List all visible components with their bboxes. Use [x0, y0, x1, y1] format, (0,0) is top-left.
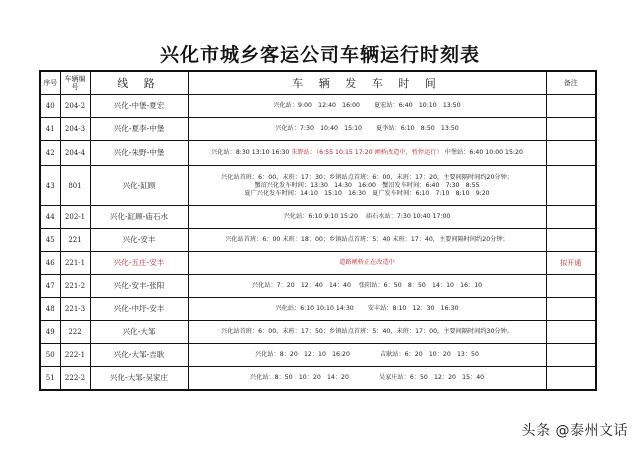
table-row: [40, 118, 596, 141]
row-bus: 204-4: [60, 141, 90, 166]
row-note: [546, 321, 596, 344]
row-route: 兴化-大邹-吴家庄: [90, 367, 188, 391]
row-note: 拟开通: [546, 252, 596, 275]
row-bus: 204-2: [60, 95, 90, 118]
row-no: 44: [40, 206, 60, 229]
row-no: 43: [40, 166, 60, 206]
row-route: 兴化-缸顾-庙石水: [90, 206, 188, 229]
row-time: [188, 367, 546, 391]
row-bus: 221-2: [60, 275, 90, 298]
header-note: 备注: [546, 71, 596, 95]
row-note: [546, 229, 596, 252]
row-time: [188, 166, 546, 206]
row-time: [188, 118, 546, 141]
row-no: 40: [40, 95, 60, 118]
time-dest: 吉耿站：6：20 10：20 13：50: [379, 351, 479, 358]
row-time: [188, 95, 546, 118]
time-line-2: 蟹沼兴化发车时间：13:30 14:30 16:00 蟹沼发车时间：6:40 7:30 8:55: [254, 181, 480, 189]
row-route: 兴化-大邹: [90, 321, 188, 344]
row-no: 45: [40, 229, 60, 252]
header-row: [40, 71, 596, 95]
row-time: 兴化站首班：6：00 末班：18：00；乡镇站点首班：5：40 末班：17：40，主要间隔时间约20分钟；: [188, 229, 546, 252]
time-line-1: 兴化站首班：6：00、末班：17：30；乡镇站点首班：6：00、末班：17：20，主要间隔时间约20分钟；: [221, 173, 513, 181]
row-bus: 222-1: [60, 344, 90, 367]
row-note: [546, 118, 596, 141]
table-row: [40, 321, 596, 344]
table-row: [40, 141, 596, 166]
row-time: 兴化站首班：6：00、末班：17：50；乡镇站点首班：5：40、末班：17：00，主要间隔时间约30分钟。: [188, 321, 546, 344]
row-route: 兴化-缸顾: [90, 166, 188, 206]
row-note: [546, 344, 596, 367]
row-route: 兴化-安丰: [90, 229, 188, 252]
time-suspended: 朱野站：（6:55 10:15 17:20 闸桥改造中，暂停运行）: [291, 149, 443, 156]
table-row: [40, 367, 596, 391]
time-dest: 夏宏站：6:40 10:10 13:50: [374, 102, 461, 109]
time-dest: 庙石水站：7:30 10:40 17:00: [365, 213, 451, 220]
header-no: 序号: [40, 71, 60, 95]
row-no: 49: [40, 321, 60, 344]
table-row: [40, 206, 596, 229]
row-bus: 202-1: [60, 206, 90, 229]
time-line-3: 夏广兴化发车时间：14:10 15:10 16:30 夏广发车时间：6:10 7:10 8:10 9:20: [244, 189, 490, 197]
row-note: [546, 367, 596, 391]
time-origin: 兴化站：7：20 12：40 14：40: [251, 282, 351, 289]
schedule-table: [39, 70, 597, 391]
row-note: [546, 166, 596, 206]
watermark: 头条 @泰州文话: [521, 423, 628, 439]
row-time: [188, 344, 546, 367]
row-no: 51: [40, 367, 60, 391]
row-bus: 222-2: [60, 367, 90, 391]
time-dest: 张阳站：6：50 8：50 14：10 16：10: [358, 282, 483, 289]
row-no: 46: [40, 252, 60, 275]
time-dest: 中堡站：6:40 10:00 15:20: [444, 149, 523, 156]
row-time: [188, 206, 546, 229]
header-time: 车 辆 发 车 时 间: [188, 71, 546, 95]
row-route: 兴化-朱野-中堡: [90, 141, 188, 166]
table-row: [40, 95, 596, 118]
row-time: [188, 298, 546, 321]
row-bus: 801: [60, 166, 90, 206]
time-origin: 兴化站：8：50 10：20 14：20: [249, 374, 349, 381]
row-time: [188, 141, 546, 166]
time-origin: 兴化站：7:30 10:40 15:10: [275, 125, 362, 132]
row-bus: 221-1: [60, 252, 90, 275]
row-time: 道路闸桥正在改造中: [188, 252, 546, 275]
row-note: [546, 95, 596, 118]
header-route: 线 路: [90, 71, 188, 95]
row-route: 兴化-夏李-中堡: [90, 118, 188, 141]
row-note: [546, 206, 596, 229]
time-origin: 兴化站：8：20 12：10 16:20: [255, 351, 350, 358]
row-route: 兴化-中圩-安丰: [90, 298, 188, 321]
table-row: [40, 252, 596, 275]
table-row: [40, 229, 596, 252]
time-origin: 兴化站：6:10 10:10 14:30: [275, 305, 354, 312]
row-note: [546, 298, 596, 321]
row-route: 兴化-安丰-张阳: [90, 275, 188, 298]
page-title: 兴化市城乡客运公司车辆运行时刻表: [159, 44, 480, 66]
row-time: [188, 275, 546, 298]
row-bus: 222: [60, 321, 90, 344]
row-bus: 221: [60, 229, 90, 252]
row-bus: 221-3: [60, 298, 90, 321]
table-row: [40, 298, 596, 321]
row-route: 兴化-中堡-夏宏: [90, 95, 188, 118]
row-no: 41: [40, 118, 60, 141]
table-row: [40, 166, 596, 206]
row-no: 48: [40, 298, 60, 321]
row-no: 42: [40, 141, 60, 166]
table-row: [40, 275, 596, 298]
time-dest: 吴家庄站：6：50 12：20 15：40: [378, 374, 485, 381]
time-origin: 兴化站：6:10 9:10 15:20: [283, 213, 358, 220]
row-route: 兴化-大邹-吉耿: [90, 344, 188, 367]
time-dest: 夏李站：6:10 8:50 13:50: [375, 125, 459, 132]
time-origin: 兴化站：9:00 12:40 16:00: [273, 102, 360, 109]
row-bus: 204-3: [60, 118, 90, 141]
row-no: 50: [40, 344, 60, 367]
time-origin: 兴化站：8:30 13:10 16:30: [211, 149, 290, 156]
row-note: [546, 275, 596, 298]
row-route: 兴化-五庄-安丰: [90, 252, 188, 275]
header-bus: 车辆编号: [60, 71, 90, 95]
table-row: [40, 344, 596, 367]
row-no: 47: [40, 275, 60, 298]
row-note: [546, 141, 596, 166]
time-dest: 安丰站：8:10 12：30 16:30: [367, 305, 459, 312]
